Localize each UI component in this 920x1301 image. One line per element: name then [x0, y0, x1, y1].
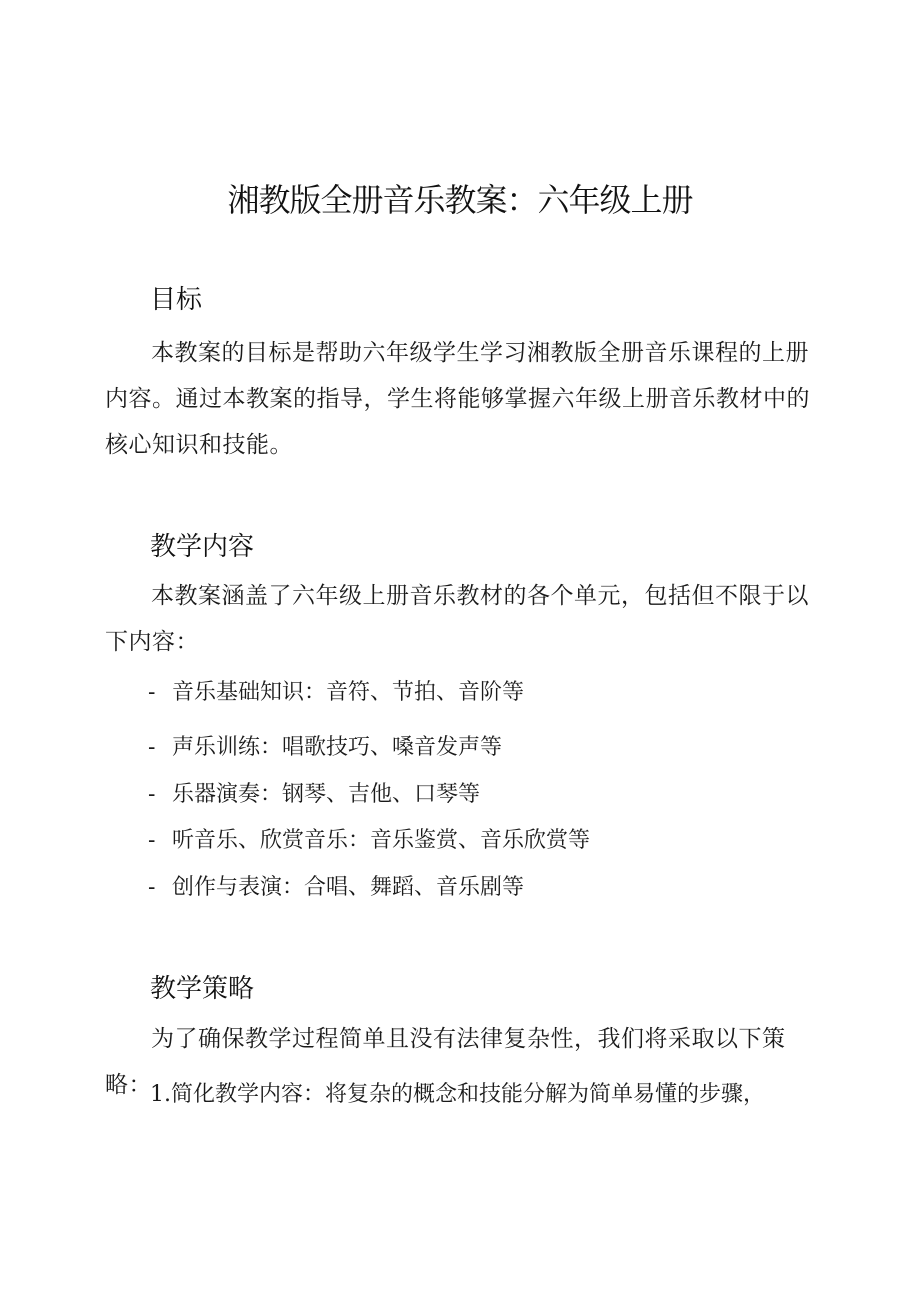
step-number: 1 — [150, 1082, 164, 1107]
list-dash: - — [148, 680, 156, 705]
list-item — [148, 873, 524, 903]
goal-paragraph: 本教案的目标是帮助六年级学生学习湘教版全册音乐课程的上册内容。通过本教案的指导，学生将能够掌握六年级上册音乐教材中的核心知识和技能。 — [105, 340, 810, 458]
list-item-text: 听音乐、欣赏音乐：音乐鉴赏、音乐欣赏等 — [172, 828, 591, 853]
content-paragraph: 本教案涵盖了六年级上册音乐教材的各个单元，包括但不限于以下内容： — [105, 583, 809, 655]
section-heading-content: 教学内容 — [150, 532, 255, 562]
list-item — [148, 780, 480, 810]
list-dash: - — [148, 735, 156, 760]
list-item — [148, 733, 502, 763]
numbered-step — [150, 1080, 765, 1110]
list-dash: - — [148, 875, 156, 900]
list-item-text: 乐器演奏：钢琴、吉他、口琴等 — [172, 782, 481, 807]
section-heading-goal: 目标 — [150, 285, 203, 315]
document-title: 湘教版全册音乐教案：六年级上册 — [227, 181, 693, 219]
list-item-text: 音乐基础知识：音符、节拍、音阶等 — [172, 680, 525, 705]
section-heading-strategy: 教学策略 — [150, 974, 255, 1004]
list-item — [148, 826, 590, 856]
list-dash: - — [148, 828, 156, 853]
step-text: .简化教学内容：将复杂的概念和技能分解为简单易懂的步骤， — [164, 1082, 765, 1107]
strategy-paragraph: 为了确保教学过程简单且没有法律复杂性，我们将采取以下策略： — [105, 1026, 786, 1098]
list-item-text: 创作与表演：合唱、舞蹈、音乐剧等 — [172, 875, 525, 900]
list-item-text: 声乐训练：唱歌技巧、嗓音发声等 — [172, 735, 503, 760]
list-dash: - — [148, 782, 156, 807]
list-item — [148, 678, 524, 708]
